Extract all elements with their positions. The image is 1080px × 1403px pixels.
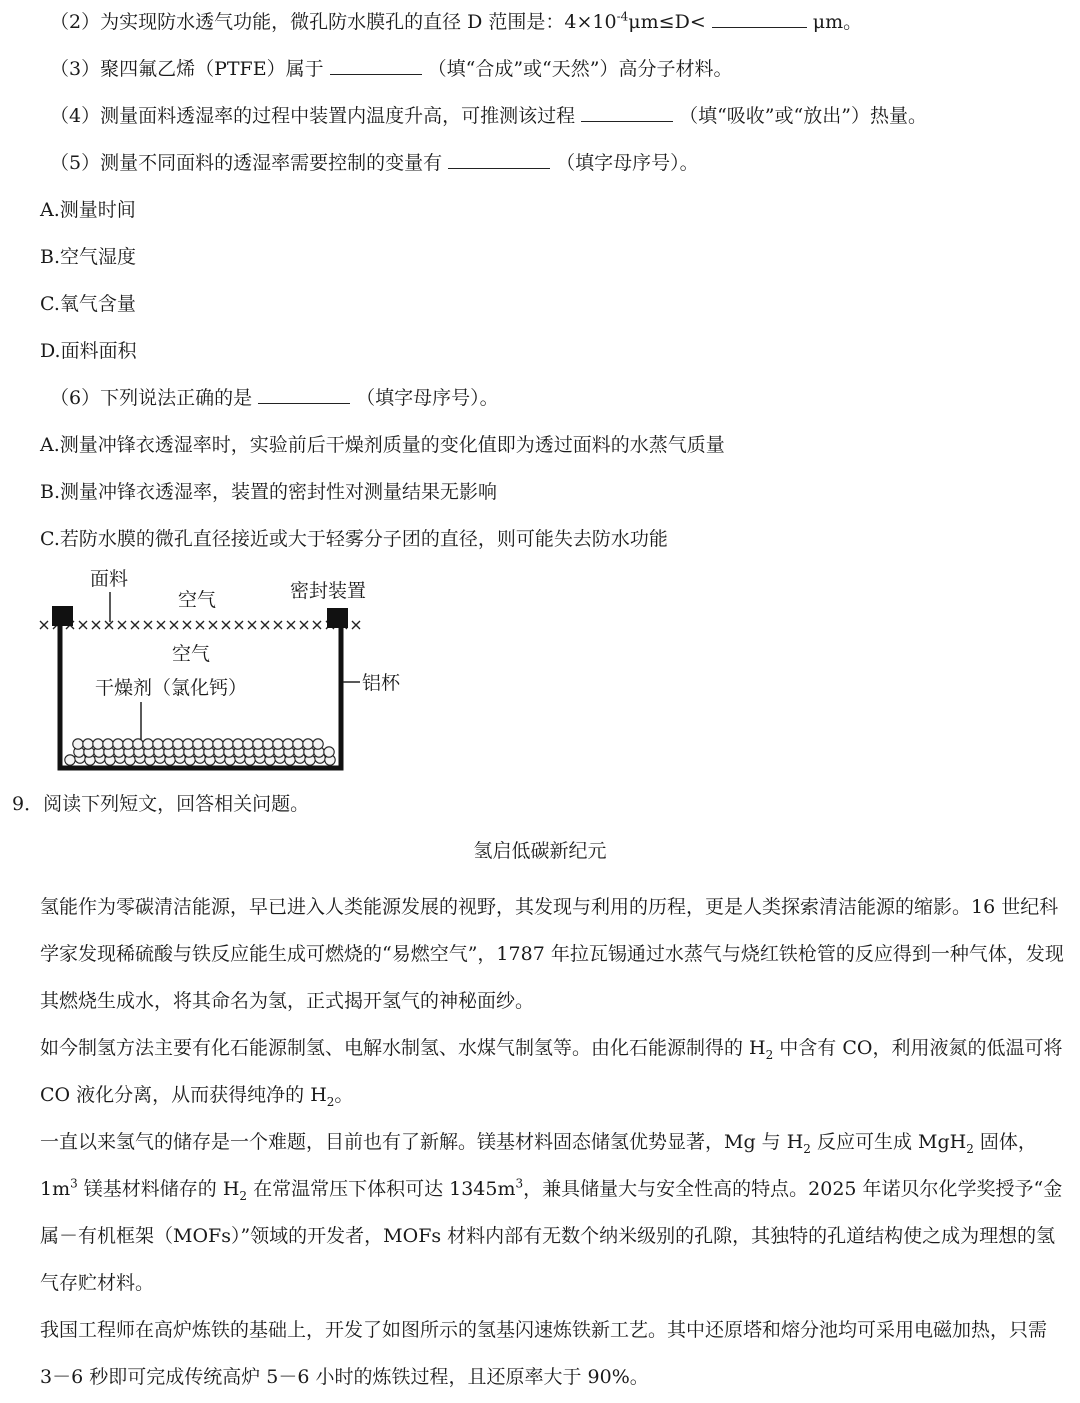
label-desiccant: 干燥剂（氯化钙） [95, 677, 248, 699]
option-c: C.氧气含量 [40, 293, 136, 315]
paragraph-2: 如今制氢方法主要有化石能源制氢、电解水制氢、水煤气制氢等。由化石能源制得的 $H_2$ 中含有 CO，利用液氮的低温可将 CO 液化分离，从而获得纯净的 $H_2$。 [40, 1037, 1063, 1109]
article-title: 氢启低碳新纪元 [473, 840, 607, 862]
fabric-cross [248, 621, 256, 629]
desiccant-pellet [303, 739, 313, 749]
desiccant-pellet [253, 739, 263, 749]
seal-block-right [327, 608, 348, 628]
fabric-cross [209, 621, 217, 629]
desiccant-pellet [113, 739, 123, 749]
label-seal: 密封装置 [290, 580, 367, 602]
desiccant-pellet [103, 739, 113, 749]
desiccant-pellet [123, 739, 133, 749]
moisture-permeability-apparatus-diagram [0, 560, 430, 780]
desiccant-pellet [273, 739, 283, 749]
option-d: D.面料面积 [40, 340, 137, 362]
fabric-cross [144, 621, 152, 629]
desiccant-pellet [223, 739, 233, 749]
statement-c: C.若防水膜的微孔直径接近或大于轻雾分子团的直径，则可能失去防水功能 [40, 528, 668, 550]
q8-sub5: （5）测量不同面料的透湿率需要控制的变量有 （填字母序号）。 [50, 152, 699, 174]
answer-blank-2[interactable] [712, 26, 807, 28]
paragraph-4: 我国工程师在高炉炼铁的基础上，开发了如图所示的氢基闪速炼铁新工艺。其中还原塔和熔分池均可采用电磁加热，只需 3－6 秒即可完成传统高炉 5－6 小时的炼铁过程，且还原率大于 90%。 [40, 1319, 1048, 1388]
desiccant-pellet [213, 739, 223, 749]
fabric-cross [287, 621, 295, 629]
desiccant-pellet [173, 739, 183, 749]
answer-blank-5[interactable] [448, 167, 550, 169]
fabric-cross [118, 621, 126, 629]
answer-blank-4[interactable] [581, 120, 673, 122]
fabric-cross [170, 621, 178, 629]
fabric-cross [157, 621, 165, 629]
fabric-cross [92, 621, 100, 629]
desiccant-pellet [283, 739, 293, 749]
desiccant-pellet [293, 739, 303, 749]
paragraph-3: 一直以来氢气的储存是一个难题，目前也有了新解。镁基材料固态储氢优势显著，Mg 与 $H_2$ 反应可生成 MgH$_2$ 固体，$1m^3$ 镁基材料储存的 $H_2$ 在常温常压下体积可达 $1345m^3$，兼具储量大与安全性高的特点。2025 年诺贝尔化学奖授予“金属－有机框架（MOFs）”领域的开发者，MOFs 材料内部有无数个纳米级别的孔隙，其独特的孔道结构使之成为理想的氢气存贮材料。 [40, 1131, 1063, 1294]
desiccant-pellet [183, 739, 193, 749]
desiccant-pellet [93, 739, 103, 749]
answer-blank-6[interactable] [258, 402, 350, 404]
desiccant-pellet [163, 739, 173, 749]
desiccant-pellet [153, 739, 163, 749]
statement-b: B.测量冲锋衣透湿率，装置的密封性对测量结果无影响 [40, 481, 498, 503]
desiccant-pellet [313, 739, 323, 749]
label-air-inside: 空气 [172, 643, 211, 665]
desiccant-pellet [133, 739, 143, 749]
desiccant-pellet [324, 747, 334, 757]
desiccant-pellet [83, 739, 93, 749]
q8-sub3: （3）聚四氟乙烯（PTFE）属于 （填“合成”或“天然”）高分子材料。 [50, 58, 733, 80]
q8-sub2: （2）为实现防水透气功能，微孔防水膜孔的直径 D 范围是：$4\times 10^{-4}\mu m\le D< \mu m$。 [50, 9, 863, 33]
label-air-top: 空气 [178, 589, 217, 611]
q8-sub4: （4）测量面料透湿率的过程中装置内温度升高，可推测该过程 （填“吸收”或“放出”）热量。 [50, 105, 927, 127]
label-cup: 铝杯 [362, 672, 401, 694]
fabric-cross [274, 621, 282, 629]
fabric-cross [40, 621, 48, 629]
paragraph-1: 氢能作为零碳清洁能源，早已进入人类能源发展的视野，其发现与利用的历程，更是人类探索清洁能源的缩影。16 世纪科学家发现稀硫酸与铁反应能生成可燃烧的“易燃空气”，1787 年拉瓦锡通过水蒸气与烧红铁枪管的反应得到一种气体，发现其燃烧生成水，将其命名为氢，正式揭开氢气的神秘面纱。 [40, 896, 1064, 1012]
desiccant-pellet [193, 739, 203, 749]
fabric-cross [235, 621, 243, 629]
option-b: B.空气湿度 [40, 246, 137, 268]
label-fabric: 面料 [90, 568, 129, 590]
desiccant-pellet [233, 739, 243, 749]
fabric-cross [352, 621, 360, 629]
desiccant-pellet [243, 739, 253, 749]
fabric-cross [131, 621, 139, 629]
fabric-cross [105, 621, 113, 629]
desiccant-pellets [65, 739, 335, 765]
fabric-cross [196, 621, 204, 629]
desiccant-pellet [65, 755, 75, 765]
q9-heading: 9．阅读下列短文，回答相关问题。 [12, 793, 310, 815]
seal-block-left [52, 606, 73, 626]
fabric-cross [183, 621, 191, 629]
desiccant-pellet [203, 739, 213, 749]
fabric-cross [313, 621, 321, 629]
desiccant-pellet [263, 739, 273, 749]
fabric-cross [300, 621, 308, 629]
statement-a: A.测量冲锋衣透湿率时，实验前后干燥剂质量的变化值即为透过面料的水蒸气质量 [40, 434, 725, 456]
desiccant-pellet [73, 739, 83, 749]
fabric-cross [261, 621, 269, 629]
option-a: A.测量时间 [40, 199, 136, 221]
answer-blank-3[interactable] [330, 73, 422, 75]
fabric-line [40, 621, 360, 629]
fabric-cross [79, 621, 87, 629]
q8-sub6: （6）下列说法正确的是 （填字母序号）。 [50, 387, 499, 409]
desiccant-pellet [143, 739, 153, 749]
fabric-cross [222, 621, 230, 629]
